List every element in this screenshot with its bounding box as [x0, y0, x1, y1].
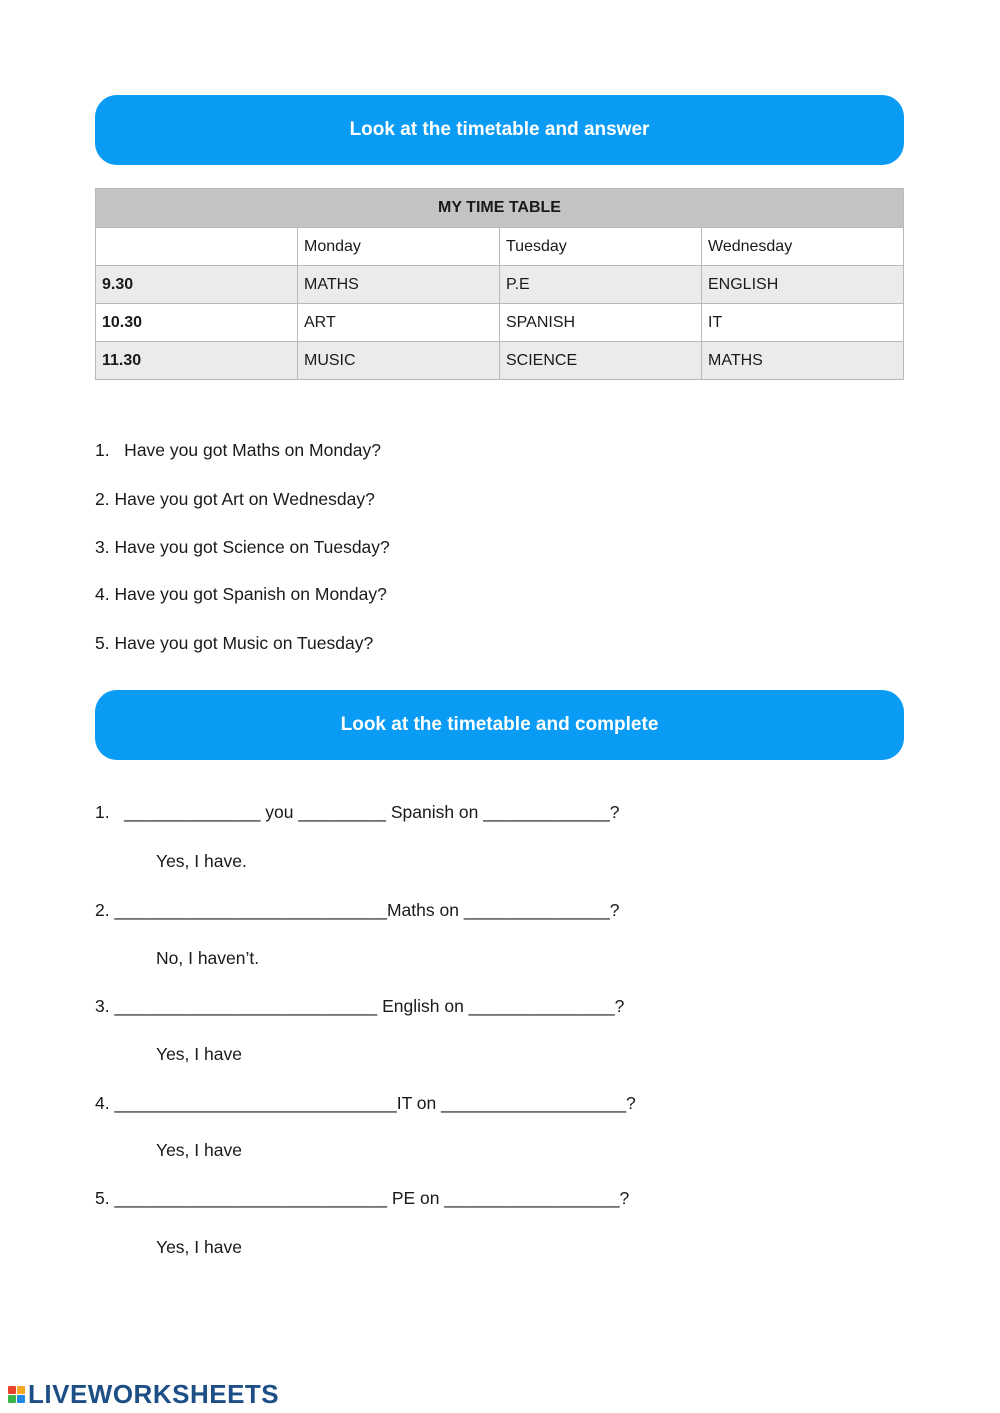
- subject-cell: ART: [298, 304, 500, 342]
- subject-cell: P.E: [500, 266, 702, 304]
- complete-answer-4: Yes, I have: [156, 1140, 242, 1160]
- table-row: [96, 266, 904, 304]
- complete-prompt-4: 4. _____________________________IT on ___________________?: [95, 1093, 636, 1113]
- question-1: 1. Have you got Maths on Monday?: [95, 440, 381, 460]
- complete-answer-3: Yes, I have: [156, 1044, 242, 1064]
- timetable: [95, 188, 904, 380]
- logo-icon: [8, 1386, 25, 1403]
- time-cell: 9.30: [96, 266, 298, 304]
- subject-cell: ENGLISH: [702, 266, 904, 304]
- section-title: Look at the timetable and answer: [349, 119, 650, 140]
- complete-prompt-1: 1. ______________ you _________ Spanish on _____________?: [95, 802, 620, 822]
- table-row: [96, 304, 904, 342]
- time-cell: 11.30: [96, 342, 298, 380]
- timetable-title: MY TIME TABLE: [96, 189, 904, 228]
- complete-prompt-5: 5. ____________________________ PE on __________________?: [95, 1188, 630, 1208]
- subject-cell: MATHS: [298, 266, 500, 304]
- day-header: Tuesday: [500, 228, 702, 266]
- question-5: 5. Have you got Music on Tuesday?: [95, 633, 374, 653]
- complete-prompt-2: 2. ____________________________Maths on _______________?: [95, 900, 620, 920]
- subject-cell: SPANISH: [500, 304, 702, 342]
- question-4: 4. Have you got Spanish on Monday?: [95, 584, 387, 604]
- day-header: Monday: [298, 228, 500, 266]
- day-header: Wednesday: [702, 228, 904, 266]
- section-banner-complete: [95, 690, 904, 760]
- subject-cell: MATHS: [702, 342, 904, 380]
- subject-cell: SCIENCE: [500, 342, 702, 380]
- section-title: Look at the timetable and complete: [340, 714, 659, 735]
- subject-cell: MUSIC: [298, 342, 500, 380]
- section-banner-answer: [95, 95, 904, 165]
- complete-answer-1: Yes, I have.: [156, 851, 247, 871]
- corner-cell: [96, 228, 298, 266]
- question-3: 3. Have you got Science on Tuesday?: [95, 537, 390, 557]
- complete-answer-2: No, I haven’t.: [156, 948, 260, 968]
- question-2: 2. Have you got Art on Wednesday?: [95, 489, 375, 509]
- liveworksheets-logo: [8, 1380, 279, 1408]
- complete-answer-5: Yes, I have: [156, 1237, 242, 1257]
- table-row: [96, 342, 904, 380]
- logo-text: LIVEWORKSHEETS: [28, 1378, 280, 1409]
- complete-prompt-3: 3. ___________________________ English on _______________?: [95, 996, 625, 1016]
- subject-cell: IT: [702, 304, 904, 342]
- time-cell: 10.30: [96, 304, 298, 342]
